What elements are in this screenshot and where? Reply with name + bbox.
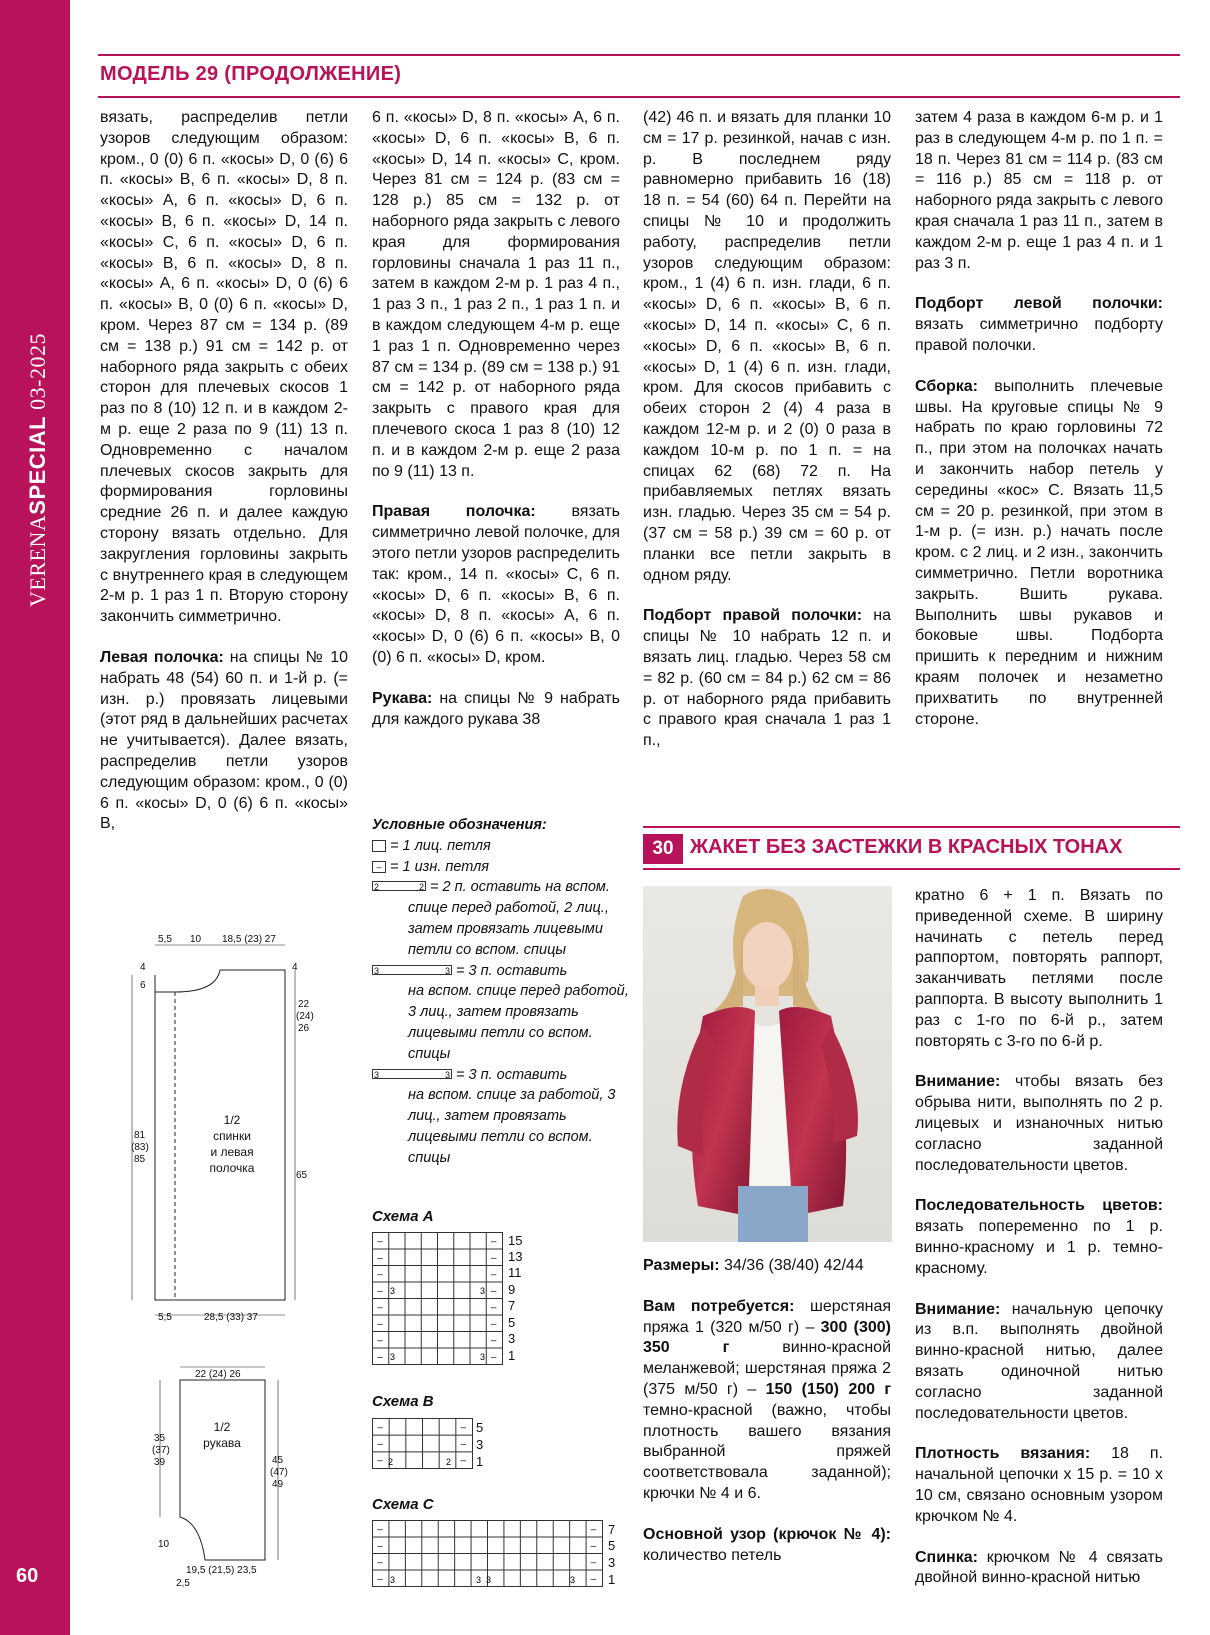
paragraph-main-pattern	[643, 1525, 891, 1567]
sleeve-schematic	[140, 1355, 320, 1595]
dim-top-1: 5,5	[158, 934, 172, 945]
paragraph-attention-1	[915, 1072, 1163, 1176]
scheme-b-purl-mark: –	[460, 1422, 467, 1434]
text-main-pattern: количество петель	[643, 1546, 782, 1564]
cable-3-front-symbol	[372, 965, 452, 975]
scheme-b-purl-mark: –	[460, 1439, 467, 1450]
scheme-b-grid	[372, 1418, 502, 1474]
heading-sizes: Размеры:	[643, 1257, 720, 1274]
legend-cable-3f-b: на вспом. спице перед работой, 3 лиц., затем провязать лицевыми петли со вспом. спицы	[408, 983, 629, 1062]
scheme-a-purl-mark: –	[490, 1285, 497, 1297]
scheme-c-purl-mark: –	[590, 1573, 597, 1585]
paragraph-attention-2	[915, 1300, 1163, 1425]
brand-issue: 03-2025	[25, 333, 50, 410]
article-rule-bottom	[643, 868, 1180, 870]
heading-back-30: Спинка:	[915, 1548, 978, 1566]
cable-3b-num-a: 3	[374, 1069, 380, 1080]
paragraph-right-facing-cont: затем 4 раза в каждом 6-м р. и 1 раз в следующем 4-м р. по 1 п. = 18 п. Через 81 см = 114 р. (83 см = 116 р.) 85 см = 118 р. от наборного ряда закрыть с левого края сначала 1 раз 11 п., затем в каждом 2-м р. еще 1 раз 4 п. и 1 раз 3 п.	[915, 109, 1163, 272]
sleeve-dim-47: (47)	[270, 1467, 288, 1478]
paragraph-sizes	[643, 1256, 891, 1277]
woman-in-red-jacket-image	[643, 886, 892, 1242]
scheme-c-cable-label-3: 3	[486, 1575, 492, 1585]
heading-assembly: Сборка:	[915, 377, 979, 395]
article-title: ЖАКЕТ БЕЗ ЗАСТЕЖКИ В КРАСНЫХ ТОНАХ	[690, 836, 1123, 858]
body-schematic	[120, 930, 340, 1330]
scheme-a-purl-mark: –	[377, 1351, 383, 1363]
dim-top-2: 10	[190, 934, 202, 945]
cable-3f-num-a: 3	[374, 965, 380, 976]
scheme-a-purl-mark: –	[490, 1302, 497, 1314]
dim-bottom-1: 5,5	[158, 1312, 172, 1323]
purl-symbol: –	[372, 861, 386, 873]
scheme-b-purl-mark: –	[460, 1455, 467, 1467]
text-materials-2-amount: 150 (150) 200 г	[765, 1380, 891, 1398]
sleeve-dim-top: 22 (24) 26	[195, 1369, 241, 1380]
heading-attention-1: Внимание:	[915, 1073, 1001, 1091]
cable-3f-num-b: 3	[444, 965, 450, 976]
article-column-2	[915, 886, 1163, 1609]
top-rule	[98, 54, 1180, 56]
text-left-front: на спицы № 10 набрать 48 (54) 60 п. и 1-й р. (= изн. р.) провязать лицевыми (этот ряд в дальнейших расчетах не учитывается). Далее вязать, распределив петли узоров следующим образом: кром., 0 (0) 6 п. «косы» D, 0 (6) 6 п. «косы» B,	[100, 648, 348, 833]
text-sleeves: на спицы № 9 набрать для каждого рукава 38	[372, 689, 620, 728]
text-materials-1-amount: 300 (300) 350 г	[643, 1318, 891, 1357]
brand-main: VERENA	[25, 514, 50, 607]
body-label-3: и левая	[210, 1145, 254, 1159]
cable-3b-num-b: 3	[444, 1069, 450, 1080]
paragraph-sleeves	[372, 689, 620, 731]
article-column-1	[643, 1256, 891, 1586]
paragraph-assembly	[915, 377, 1163, 731]
cable-2-front-symbol	[372, 881, 426, 891]
scheme-c-row: 3	[608, 1555, 616, 1570]
heading-left-facing: Подборт левой полочки:	[915, 295, 1163, 313]
article-rule-top	[643, 826, 1180, 828]
text-column-1	[100, 108, 348, 855]
scheme-c-row: 7	[608, 1522, 616, 1537]
body-label-4: полочка	[209, 1161, 255, 1175]
dim-right-22: 22	[298, 999, 310, 1010]
knit-symbol	[372, 840, 386, 852]
scheme-b-title: Схема B	[372, 1393, 434, 1410]
body-label-1: 1/2	[223, 1113, 241, 1127]
text-right-front: вязать симметрично левой полочке, для этого петли узоров распределить так: кром., 14 п. «косы» C, 6 п. «косы» D, 6 п. «косы» B, 6 п. «косы» D, 8 п. «косы» A, 6 п. «косы» D, 0 (6) 6 п. «косы» B, 0 (0) 6 п. «косы» D, кром.	[372, 503, 620, 666]
text-attention-1: чтобы вязать без обрыва нити, выполнять по 2 р. лицевых и изнаночных нитью согласно заданной последовательности цветов.	[915, 1073, 1163, 1174]
text-right-facing: на спицы № 10 набрать 12 п. и вязать лиц. гладью. Через 58 см = 82 р. (60 см = 84 р.) 62 см = 86 р. от наборного ряда прибавить с правого края сначала 1 раз 1 п.,	[643, 607, 891, 750]
paragraph-back-30	[915, 1548, 1163, 1590]
scheme-a-purl-mark: –	[377, 1318, 383, 1330]
legend-cable-3b-b: на вспом. спице за работой, 3 лиц., затем провязать лицевыми петли со вспом. спицы	[408, 1087, 616, 1166]
scheme-c-purl-mark: –	[377, 1524, 383, 1536]
legend-title: Условные обозначения:	[372, 817, 547, 833]
scheme-a-purl-mark: –	[377, 1252, 383, 1264]
dim-left-81: 81	[134, 1130, 146, 1141]
article-number-badge: 30	[643, 834, 683, 864]
text-assembly: выполнить плечевые швы. На круговые спицы № 9 набрать по краю горловины 72 п., при этом на полочках начать и закончить набор петель у середины «кос» C. Вязать 11,5 см = 20 р. резинкой, при этом в 1-м р. (= изн. р.) начать после кром. с 2 лиц. и 2 изн., закончить симметрично. Петли воротника закрыть. Вшить рукава. Выполнить швы рукавов и боковые швы. Подборта пришить к передним и нижним краям полочек и незаметно прихватить по внутренней стороне.	[915, 377, 1163, 728]
heading-right-front: Правая полочка:	[372, 503, 536, 521]
scheme-c-grid	[372, 1520, 632, 1592]
sidebar	[0, 0, 70, 1635]
scheme-b-row: 5	[476, 1420, 484, 1435]
scheme-a-purl-mark: –	[490, 1269, 497, 1281]
scheme-a-row: 11	[508, 1265, 522, 1280]
dim-left-6: 6	[140, 980, 146, 991]
scheme-a-row: 9	[508, 1282, 516, 1297]
dim-right-24: (24)	[296, 1011, 314, 1022]
sleeve-dim-10: 10	[158, 1539, 170, 1550]
scheme-a-purl-mark: –	[490, 1335, 497, 1347]
scheme-c-title: Схема C	[372, 1496, 434, 1513]
sleeve-dim-45: 45	[272, 1455, 284, 1466]
text-back-30: крючком № 4 связать двойной винно-красной нитью	[915, 1548, 1163, 1587]
scheme-a-cable-label-3: 3	[390, 1352, 396, 1362]
scheme-a-purl-mark: –	[490, 1252, 497, 1264]
page-number: 60	[16, 1565, 39, 1587]
text-left-facing: вязать симметрично подборту правой полочки.	[915, 316, 1163, 354]
paragraph-materials	[643, 1297, 891, 1505]
scheme-a-purl-mark: –	[377, 1335, 383, 1347]
dim-left-85: 85	[134, 1154, 146, 1165]
text-color-sequence: вязать попеременно по 1 р. винно-красному и 1 р. темно-красному.	[915, 1218, 1163, 1277]
scheme-b-row: 3	[476, 1437, 484, 1452]
sleeve-dim-35: 35	[154, 1433, 166, 1444]
text-sizes: 34/36 (38/40) 42/44	[719, 1257, 864, 1274]
dim-right-4: 4	[292, 962, 298, 973]
sleeve-dim-37: (37)	[152, 1445, 170, 1456]
heading-color-sequence: Последовательность цветов:	[915, 1197, 1163, 1215]
paragraph-right-facing	[643, 606, 891, 752]
scheme-c-cable-label-4: 3	[570, 1575, 576, 1585]
scheme-b-purl-mark: –	[377, 1422, 383, 1434]
scheme-a-row: 1	[508, 1348, 516, 1363]
scheme-b-row: 1	[476, 1454, 484, 1469]
scheme-a-purl-mark: –	[490, 1318, 497, 1330]
text-gauge: 18 п. начальной цепочки х 15 р. = 10 х 10 см, связано основным узором крючком № 4.	[915, 1445, 1164, 1525]
scheme-a-purl-mark: –	[377, 1236, 383, 1248]
paragraph-pattern-cont: кратно 6 + 1 п. Вязать по приведенной схеме. В ширину начинать с петель перед раппортом, повторять раппорт, заканчивать петлями после раппорта. В высоту выполнить 1 раз с 1-го по 6-й р., затем повторять с 3-го по 6-й р.	[915, 887, 1163, 1050]
scheme-a-title: Схема A	[372, 1208, 434, 1225]
scheme-a-row: 5	[508, 1315, 516, 1330]
magazine-brand	[18, 320, 58, 620]
scheme-c-purl-mark: –	[377, 1540, 383, 1552]
text-column-4	[915, 108, 1163, 750]
scheme-b-purl-mark: –	[377, 1455, 383, 1467]
legend-cable-2a: = 2 п. оставить на вспом.	[430, 879, 610, 896]
scheme-b-cable-label-1: 2	[388, 1457, 394, 1467]
heading-main-pattern: Основной узор (крючок № 4):	[643, 1525, 891, 1543]
heading-right-facing: Подборт правой полочки:	[643, 607, 863, 625]
paragraph-left-front-cont: 6 п. «косы» D, 8 п. «косы» A, 6 п. «косы» D, 6 п. «косы» B, 6 п. «косы» D, 14 п. «косы» C, кром. Через 81 см = 124 р. (83 см = 128 р.) 85 см = 132 р. от наборного ряда закрыть с левого края для формирования горловины сначала 1 раз 11 п., затем в каждом 2-м р. 1 раз 4 п., 1 раз 3 п., 1 раз 2 п., 1 раз 1 п. и в каждом следующем 4-м р. еще 1 раз 1 п. Одновременно через 87 см = 134 р. (89 см = 138 р.) 91 см = 142 р. от наборного ряда закрыть с правого края для плечевого скоса 1 раз 8 (10) 12 п. и в каждом 2-м р. еще 2 раза по 9 (11) 13 п.	[372, 109, 620, 480]
text-materials-3: темно-красной (важно, чтобы плотность вашего вязания выбранной пряжей соответствовала заданной); крючки № 4 и 6.	[643, 1401, 891, 1502]
heading-sleeves: Рукава:	[372, 689, 433, 707]
scheme-a-purl-mark: –	[490, 1351, 497, 1363]
model-photo	[643, 886, 892, 1242]
dim-top-3: 18,5 (23) 27	[222, 934, 276, 945]
scheme-a-row: 7	[508, 1298, 516, 1313]
scheme-a-cable-label-4: 3	[480, 1352, 486, 1362]
paragraph-gauge	[915, 1444, 1163, 1527]
paragraph-sleeves-cont: (42) 46 п. и вязать для планки 10 см = 17 р. резинкой, начав с изн. р. В последнем ряду равномерно прибавить 16 (18) 18 п. = 54 (60) 64 п. Перейти на спицы № 10 и продолжить работу, распределив петли узоров следующим образом: кром., 1 (4) 6 п. изн. глади, 6 п. «косы» D, 6 п. «косы» B, 6 п. «косы» D, 14 п. «косы» C, 6 п. «косы» D, 6 п. «косы» B, 6 п. «косы» D, 1 (4) 6 п. изн. глади, кром. Для скосов прибавить с обеих сторон 2 (4) 4 раза в каждом 12-м р. и 2 (0) 0 раза в каждом 10-м р. по 1 п. = на спицах 62 (68) 72 п. На прибавляемых петлях вязать изн. гладью. Через 35 см = 54 р. (37 см = 58 р.) 39 см = 60 р. от планки все петли закрыть в одном ряду.	[643, 109, 891, 584]
paragraph-back: вязать, распределив петли узоров следующим образом: кром., 0 (0) 6 п. «косы» D, 0 (6) 6 п. «косы» B, 6 п. «косы» D, 8 п. «косы» A, 6 п. «косы» D, 6 п. «косы» B, 6 п. «косы» D, 14 п. «косы» C, 6 п. «косы» D, 6 п. «косы» B, 6 п. «косы» D, 8 п. «косы» A, 6 п. «косы» D, 0 (6) 6 п. «косы» B, 0 (0) 6 п. «косы» D, кром. Через 87 см = 134 р. (89 см = 138 р.) 91 см = 142 р. от наборного ряда закрыть с обеих сторон для плечевых скосов 1 раз по 8 (10) 12 п. и в каждом 2-м р. еще 2 раза по 9 (11) 13 п. Одновременно с началом плечевых скосов закрыть для формирования горловины средние 26 п. и далее каждую сторону вязать отдельно. Для закругления горловины закрыть с внутреннего края в следующем 2-м р. 1 раз 1 п. Вторую сторону закончить симметрично.	[100, 109, 348, 626]
text-attention-2: начальную цепочку из в.п. выполнять двойной винно-красной нитью, далее вязать одиночной нитью согласно заданной последовательности цветов.	[915, 1300, 1163, 1422]
legend-cable-3f-a: = 3 п. оставить	[456, 962, 568, 979]
cable-2-num-b: 2	[418, 882, 424, 893]
scheme-a-cable-label-2: 3	[480, 1286, 486, 1296]
sleeve-dim-bottom-2: 2,5	[176, 1578, 190, 1589]
text-materials-2: винно-красной меланжевой; шерстяная пряжа 2 (375 м/50 г) –	[643, 1339, 891, 1398]
scheme-c-cable-label-1: 3	[390, 1575, 396, 1585]
brand-special: SPECIAL	[25, 415, 50, 515]
cable-2-num-a: 2	[374, 882, 380, 893]
sleeve-label-2: рукава	[203, 1436, 241, 1450]
dim-right-65: 65	[296, 1170, 308, 1181]
legend-purl: = 1 изн. петля	[390, 858, 489, 875]
scheme-a-purl-mark: –	[377, 1269, 383, 1281]
body-label-2: спинки	[213, 1129, 251, 1143]
dim-bottom-2: 28,5 (33) 37	[204, 1312, 258, 1323]
scheme-a-cable-label-1: 3	[390, 1286, 396, 1296]
paragraph-left-front	[100, 648, 348, 835]
scheme-b-cable-label-2: 2	[446, 1457, 452, 1467]
scheme-a-row: 15	[508, 1233, 523, 1248]
sleeve-dim-39: 39	[154, 1457, 166, 1468]
sleeve-dim-bottom: 19,5 (21,5) 23,5	[186, 1565, 257, 1576]
text-column-2	[372, 108, 620, 750]
heading-gauge: Плотность вязания:	[915, 1445, 1091, 1463]
heading-left-front: Левая полочка:	[100, 648, 224, 666]
heading-attention-2: Внимание:	[915, 1300, 1001, 1318]
scheme-b-purl-mark: –	[377, 1439, 383, 1450]
paragraph-right-front	[372, 502, 620, 668]
scheme-c-purl-mark: –	[590, 1540, 597, 1552]
legend-cable-2b: спице перед работой, 2 лиц., затем провязать лицевыми петли со вспом. спицы	[408, 900, 609, 958]
text-materials-1: шерстяная пряжа 1 (320 м/50 г) –	[643, 1297, 891, 1336]
scheme-c-row: 5	[608, 1538, 616, 1553]
scheme-a-purl-mark: –	[377, 1285, 383, 1297]
scheme-c-row: 1	[608, 1572, 616, 1587]
scheme-a-row: 13	[508, 1249, 523, 1264]
sleeve-label-1: 1/2	[213, 1420, 231, 1434]
dim-left-4: 4	[140, 962, 146, 973]
scheme-c-purl-mark: –	[377, 1557, 383, 1569]
text-column-3	[643, 108, 891, 772]
title-rule	[98, 96, 1180, 98]
heading-materials: Вам потребуется:	[643, 1297, 795, 1315]
scheme-c-cable-label-2: 3	[476, 1575, 482, 1585]
scheme-a-purl-mark: –	[490, 1236, 497, 1248]
page-title: МОДЕЛЬ 29 (ПРОДОЛЖЕНИЕ)	[100, 63, 402, 85]
scheme-c-purl-mark: –	[590, 1524, 597, 1536]
dim-left-83: (83)	[131, 1142, 149, 1153]
paragraph-color-sequence	[915, 1196, 1163, 1279]
sleeve-dim-49: 49	[272, 1479, 284, 1490]
legend-knit: = 1 лиц. петля	[390, 837, 491, 854]
scheme-a-purl-mark: –	[377, 1302, 383, 1314]
scheme-c-purl-mark: –	[590, 1557, 597, 1569]
paragraph-left-facing	[915, 294, 1163, 356]
scheme-c-purl-mark: –	[377, 1573, 383, 1585]
legend-cable-3b-a: = 3 п. оставить	[456, 1066, 568, 1083]
cable-3-back-symbol	[372, 1069, 452, 1079]
scheme-a-row: 3	[508, 1331, 516, 1346]
symbol-legend	[372, 815, 632, 1169]
scheme-a-grid	[372, 1232, 532, 1368]
dim-right-26: 26	[298, 1023, 310, 1034]
